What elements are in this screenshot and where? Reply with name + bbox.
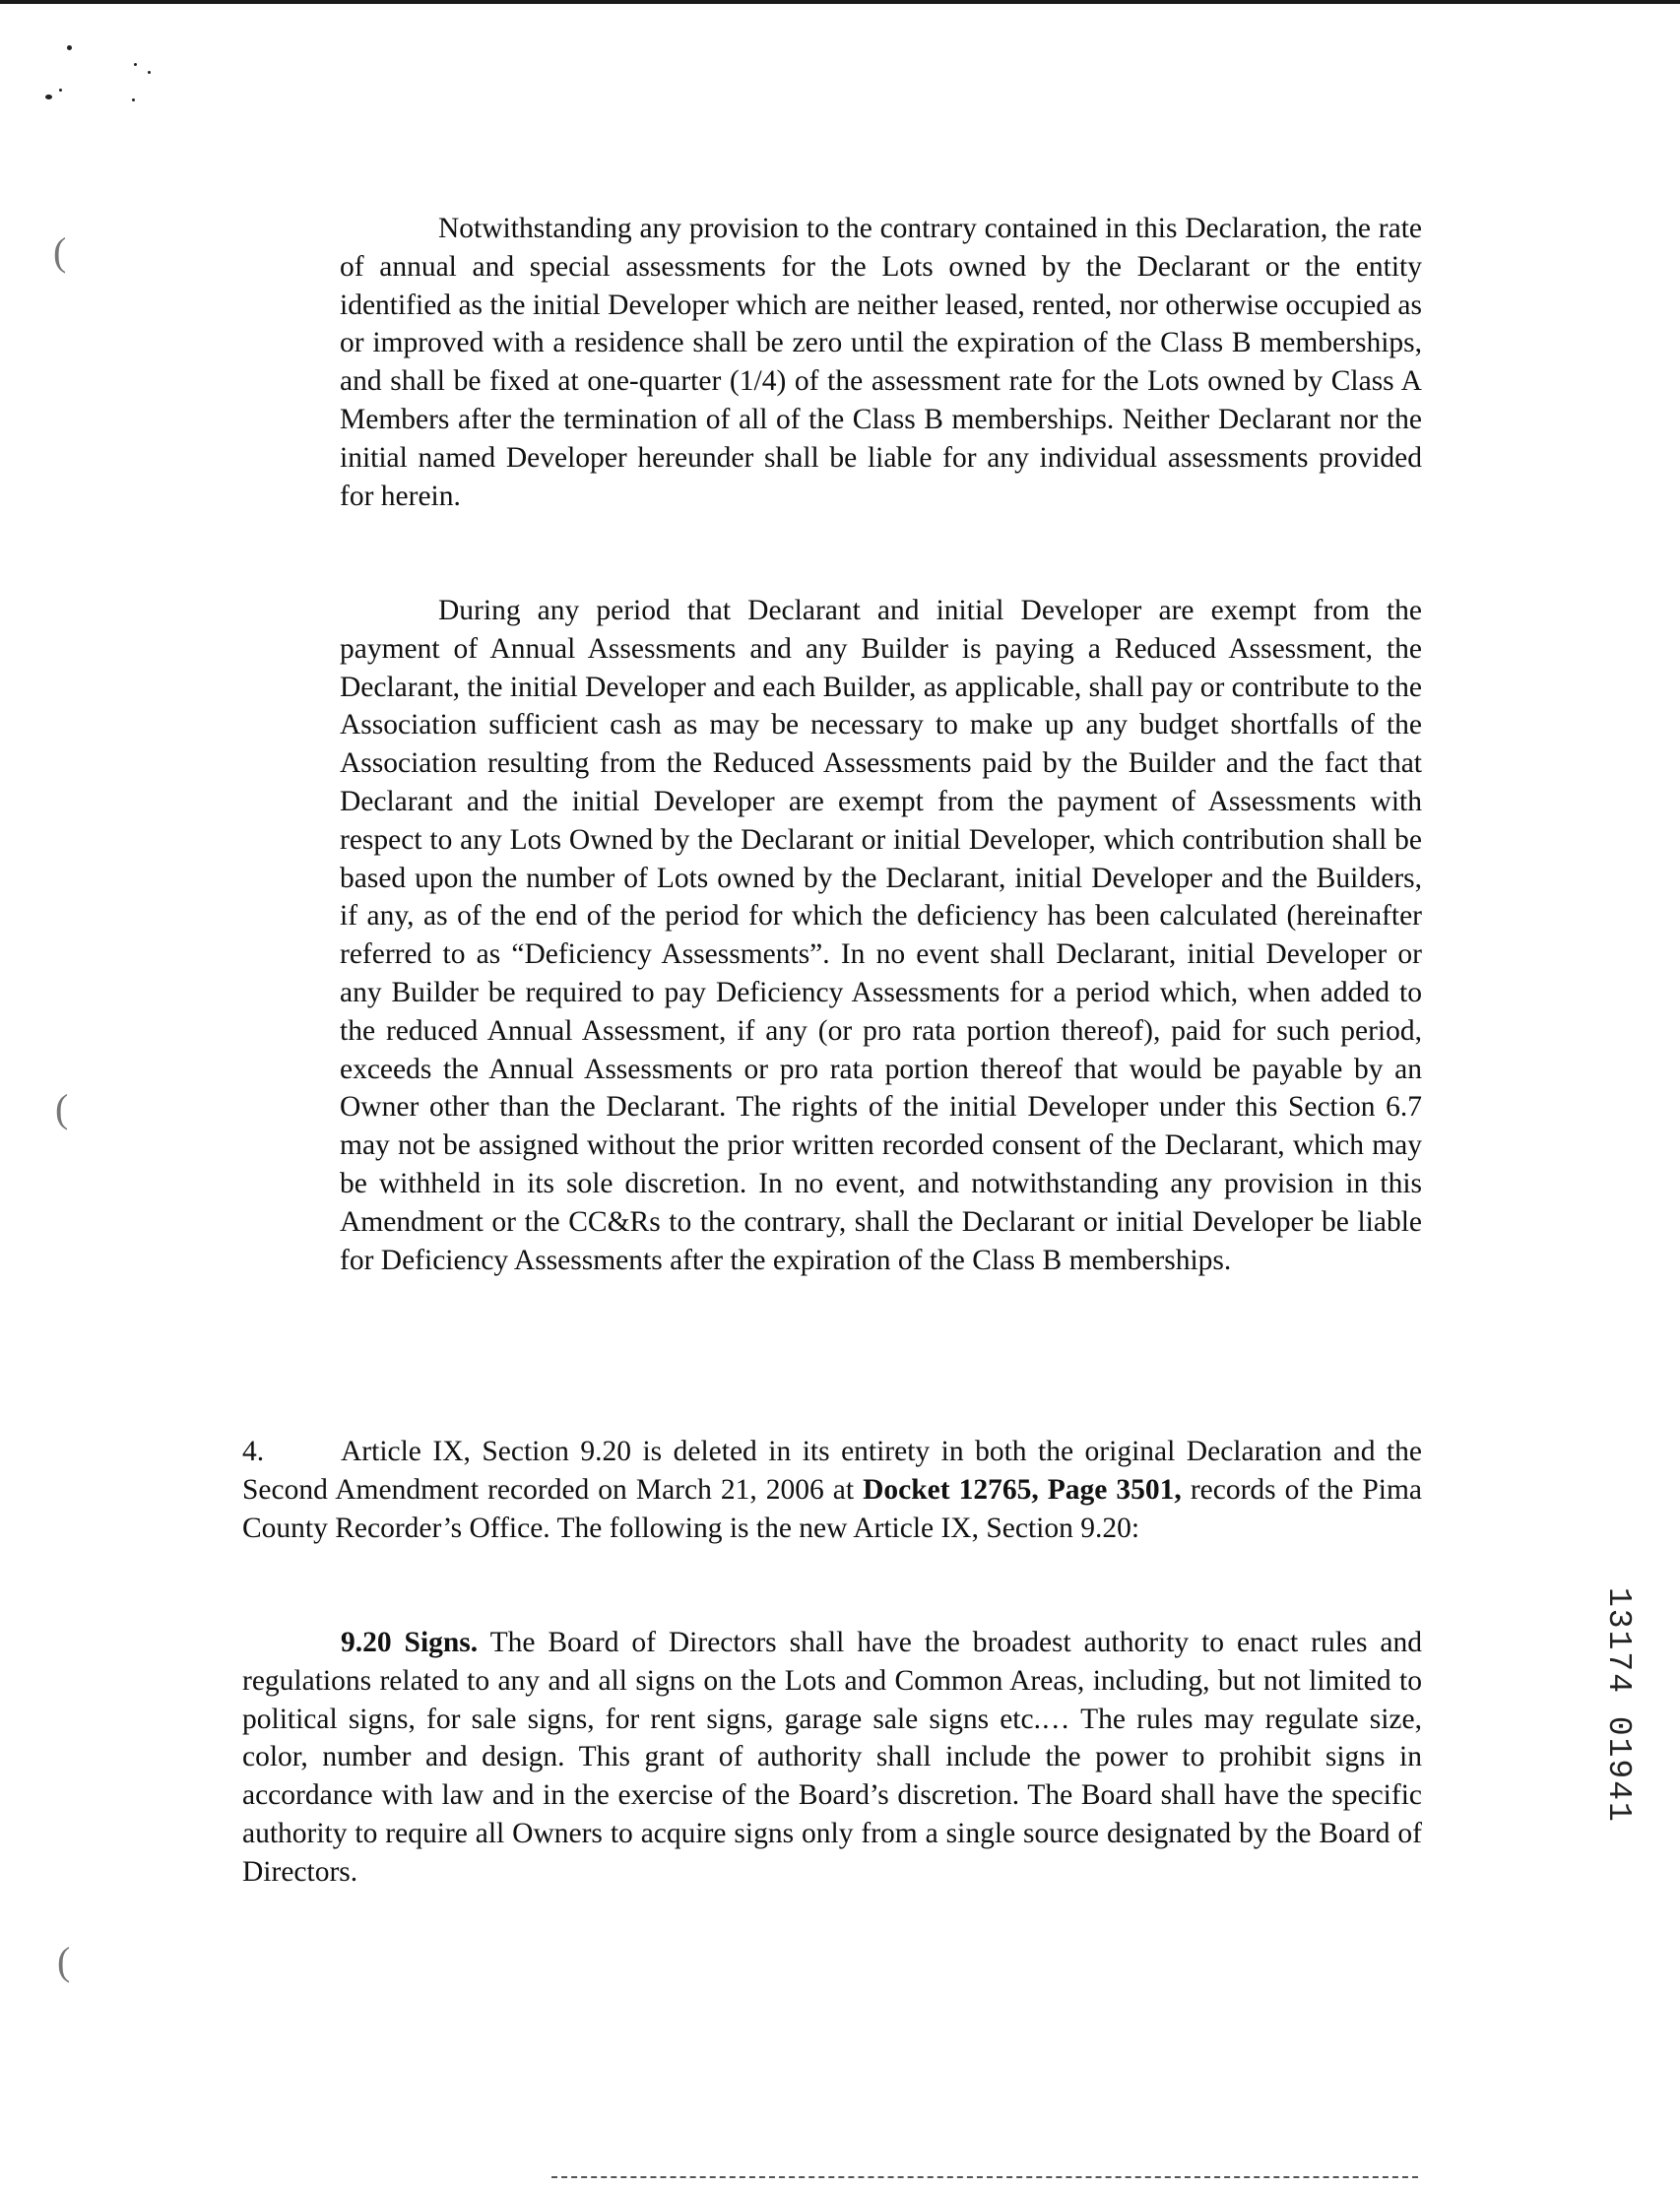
section-9-20-paragraph xyxy=(242,1624,1422,1892)
scan-speck xyxy=(132,98,135,101)
paragraph-declaration-rate: Notwithstanding any provision to the contrary contained in this Declaration, the rate of annual and special assessments for the Lots owned by the Declarant or the entity identified as the initial Developer which are neither leased, rented, nor otherwise occupied as or improved with a residence shall be zero until the expiration of the Class B memberships, and shall be fixed at one-quarter (1/4) of the assessment rate for the Lots owned by Class A Members after the termination of all of the Class B memberships. Neither Declarant nor the initial named Developer hereunder shall be liable for any individual assessments provided for herein. xyxy=(340,213,1422,512)
hole-punch-mark: ( xyxy=(57,1939,71,1983)
scan-top-edge xyxy=(0,0,1680,4)
scan-speck xyxy=(45,95,52,99)
paragraph-deficiency-assessments: During any period that Declarant and initial Developer are exempt from the payment of Annual Assessments and any Builder is paying a Reduced Assessment, the Declarant, the initial Developer and each Builder, as applicable, shall pay or contribute to the Association sufficient cash as may be necessary to make up any budget shortfalls of the Association resulting from the Reduced Assessments paid by the Builder and the fact that Declarant and the initial Developer are exempt from the payment of Assessments with respect to any Lots Owned by the Declarant or initial Developer, which contribution shall be based upon the number of Lots owned by the Declarant, initial Developer and the Builders, if any, as of the end of the period for which the deficiency has been calculated (hereinafter referred to as “Deficiency Assessments”. In no event shall Declarant, initial Developer or any Builder be required to pay Deficiency Assessments for a period which, when added to the reduced Annual Assessment, if any (or pro rata portion thereof), paid for such period, exceeds the Annual Assessments or pro rata portion thereof that would be payable by an Owner other than the Declarant. The rights of the initial Developer under this Section 6.7 may not be assigned without the prior written recorded consent of the Declarant, which may be withheld in its sole discretion. In no event, and notwithstanding any provision in this Amendment or the CC&Rs to the contrary, shall the Declarant or initial Developer be liable for Deficiency Assessments after the expiration of the Class B memberships. xyxy=(340,595,1422,1276)
scan-speck xyxy=(67,45,72,50)
scan-bottom-edge xyxy=(551,2176,1418,2180)
section-4-paragraph xyxy=(242,1433,1422,1547)
scan-speck xyxy=(148,71,151,74)
scan-speck xyxy=(59,89,62,92)
section-4-text-continued: records of the Pima County Recorder’s Office. The following is the new Article IX, Section 9.20: xyxy=(242,1473,1422,1544)
docket-reference: Docket 12765, Page 3501, xyxy=(863,1473,1182,1506)
hole-punch-mark: ( xyxy=(55,1086,69,1130)
hole-punch-mark: ( xyxy=(53,229,67,274)
section-4-text: Article IX, Section 9.20 is deleted in its entirety in both the original Declaration and the Second Amendment recorded on March 21, 2006 at xyxy=(242,1436,1422,1506)
section-9-20-heading: 9.20 Signs. xyxy=(341,1627,479,1658)
section-number: 4. xyxy=(242,1436,265,1467)
scan-speck xyxy=(134,63,137,66)
recording-stamp: 13174 01941 xyxy=(1600,1587,1637,1824)
section-9-20-text: The Board of Directors shall have the broadest authority to enact rules and regulations related to any and all signs on the Lots and Common Areas, including, but not limited to political signs, for sale signs, for rent signs, garage sale signs etc.… The rules may regulate size, color, number and design. This grant of authority shall include the power to prohibit signs in accordance with law and in the exercise of the Board’s discretion. The Board shall have the specific authority to require all Owners to acquire signs only from a single source designated by the Board of Directors. xyxy=(242,1627,1422,1888)
